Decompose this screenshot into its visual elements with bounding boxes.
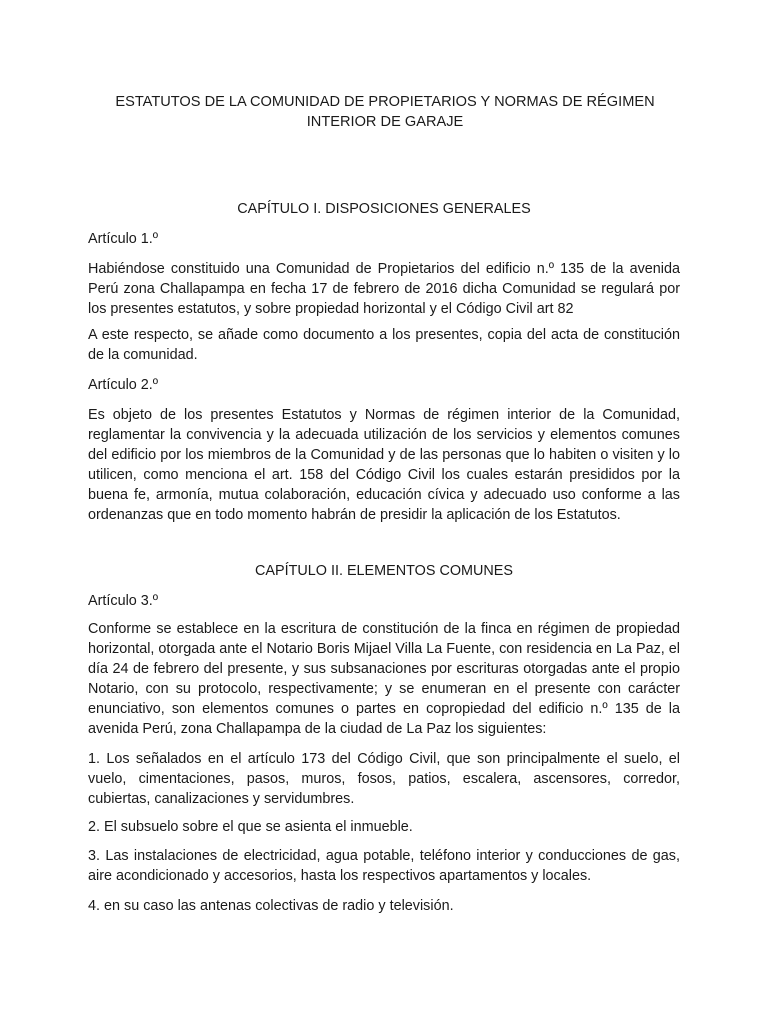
chapter-2-heading: CAPÍTULO II. ELEMENTOS COMUNES (254, 563, 513, 579)
article-2-paragraph: Es objeto de los presentes Estatutos y Normas de régimen interior de la Comunidad, reglamentar la convivencia y la adecuada utilización de los servicios y elementos comunes del edificio por los miembros de la Comunidad y de las personas que lo habiten o visiten y lo utilicen, como menciona el art. 158 del Código Civil los cuales estarán presididos por la buena fe, armonía, mutua colaboración, educación cívica y adecuado uso conforme a las ordenanzas que en todo momento habrán de presidir la aplicación de los Estatutos. (88, 407, 680, 523)
title-line-2: INTERIOR DE GARAJE (306, 114, 464, 130)
document-title (100, 92, 670, 132)
title-line-1: ESTATUTOS DE LA COMUNIDAD DE PROPIETARIOS Y NORMAS DE RÉGIMEN (115, 94, 655, 110)
article-1-paragraph-2: A este respecto, se añade como documento a los presentes, copia del acta de constitución de la comunidad. (88, 327, 680, 363)
article-2-heading: Artículo 2.º (88, 377, 159, 393)
article-3-paragraph: Conforme se establece en la escritura de constitución de la finca en régimen de propiedad horizontal, otorgada ante el Notario Boris Mijael Villa La Fuente, con residencia en La Paz, el día 24 de febrero del presente, y sus subsanaciones por escrituras otorgadas ante el propio Notario, con su protocolo, respectivamente; y se enumeran en el presente con carácter enunciativo, son elementos comunes o partes en copropiedad del edificio n.º 135 de la avenida Perú, zona Challapampa de la ciudad de La Paz los siguientes: (88, 621, 680, 737)
article-1-paragraph-1: Habiéndose constituido una Comunidad de Propietarios del edificio n.º 135 de la avenida Perú zona Challapampa en fecha 17 de febrero de 2016 dicha Comunidad se regulará por los presentes estatutos, y sobre propiedad horizontal y el Código Civil art 82 (88, 261, 680, 317)
list-item-1: 1. Los señalados en el artículo 173 del Código Civil, que son principalmente el suelo, el vuelo, cimentaciones, pasos, muros, fosos, patios, escalera, ascensores, corredor, cubiertas, canalizaciones y servidumbres. (88, 751, 680, 807)
article-1-heading: Artículo 1.º (88, 231, 159, 247)
list-item-3: 3. Las instalaciones de electricidad, agua potable, teléfono interior y conducciones de gas, aire acondicionado y accesorios, hasta los respectivos apartamentos y locales. (88, 848, 680, 884)
list-item-2: 2. El subsuelo sobre el que se asienta el inmueble. (88, 819, 413, 835)
chapter-1-heading: CAPÍTULO I. DISPOSICIONES GENERALES (237, 201, 531, 217)
list-item-4: 4. en su caso las antenas colectivas de radio y televisión. (88, 898, 454, 914)
article-3-heading: Artículo 3.º (88, 593, 159, 609)
